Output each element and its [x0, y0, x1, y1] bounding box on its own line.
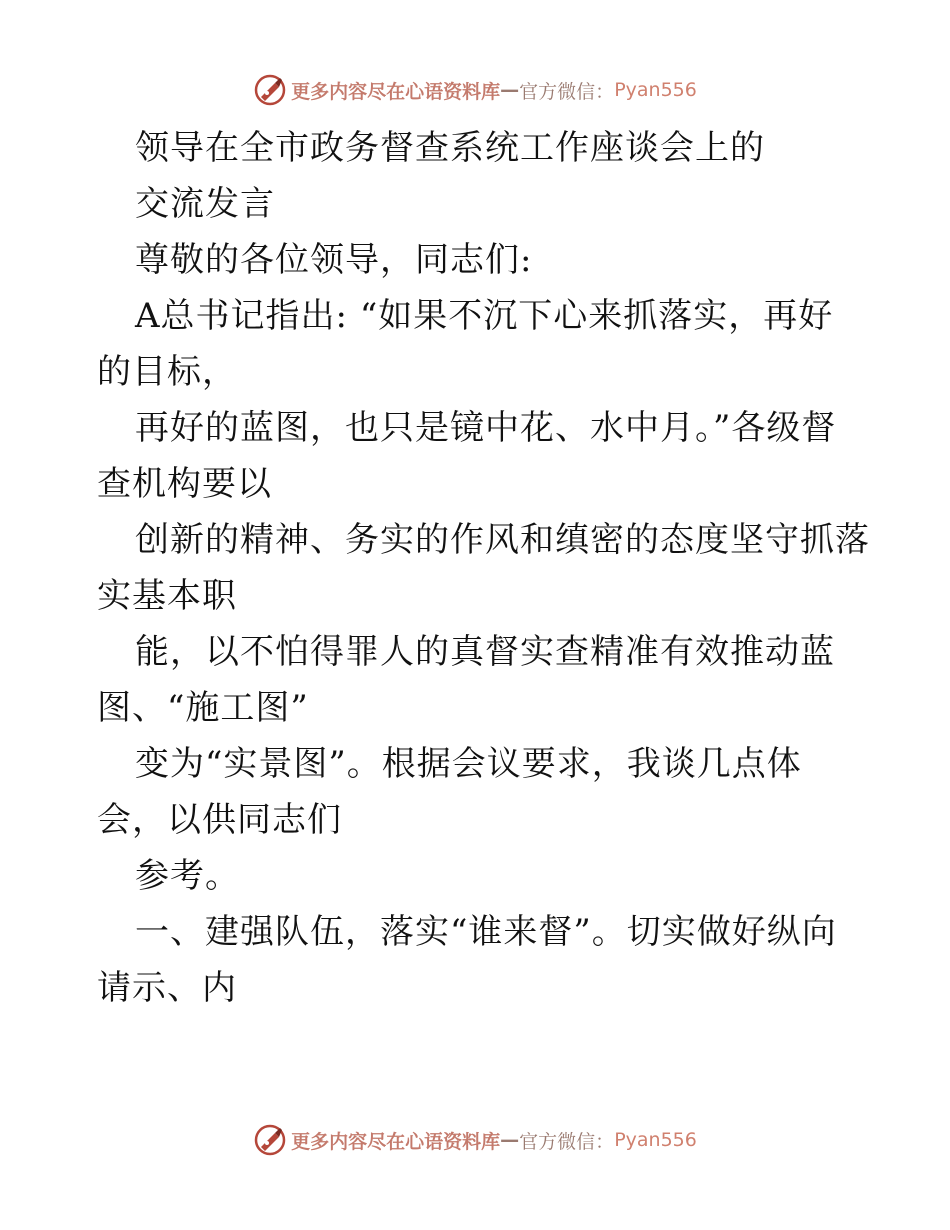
watermark-wechat-id: Pyan556 [614, 79, 697, 101]
watermark-dash: — [500, 1129, 520, 1151]
text-line: 再好的蓝图，也只是镜中花、水中月。”各级督 [135, 408, 837, 448]
text-line: 领导在全市政务督查系统工作座谈会上的 [135, 128, 765, 168]
footer-watermark-banner [0, 1120, 950, 1160]
text-line: 请示、内 [97, 968, 237, 1008]
header-watermark-banner [0, 70, 950, 110]
watermark-text: 更多内容尽在心语资料库 [291, 1130, 501, 1153]
text-line: 变为“实景图”。根据会议要求，我谈几点体 [135, 744, 802, 784]
text-line: 创新的精神、务实的作风和缜密的态度坚守抓落 [135, 520, 870, 560]
watermark-wechat-id: Pyan556 [614, 1129, 697, 1151]
text-line: 参考。 [135, 856, 240, 896]
watermark-wechat-label: 官方微信： [519, 1130, 615, 1153]
text-line: 图、“施工图” [97, 688, 309, 728]
text-line: 查机构要以 [97, 464, 272, 504]
watermark-text: 更多内容尽在心语资料库 [291, 80, 501, 103]
text-line: 尊敬的各位领导，同志们: [135, 240, 533, 280]
text-line: 会，以供同志们 [97, 800, 342, 840]
text-line: 能，以不怕得罪人的真督实查精准有效推动蓝 [135, 632, 835, 672]
watermark-dash: — [500, 79, 520, 101]
quill-pen-logo-icon [253, 1123, 287, 1157]
watermark-wechat-label: 官方微信： [519, 80, 615, 103]
text-line: A总书记指出: “如果不沉下心来抓落实，再好 [135, 296, 834, 336]
quill-pen-logo-icon [253, 73, 287, 107]
text-line: 实基本职 [97, 576, 237, 616]
text-line: 一、建强队伍，落实“谁来督”。切实做好纵向 [135, 912, 837, 952]
text-line: 交流发言 [135, 184, 275, 224]
document-body [97, 120, 870, 1016]
text-line: 的目标， [97, 352, 237, 392]
